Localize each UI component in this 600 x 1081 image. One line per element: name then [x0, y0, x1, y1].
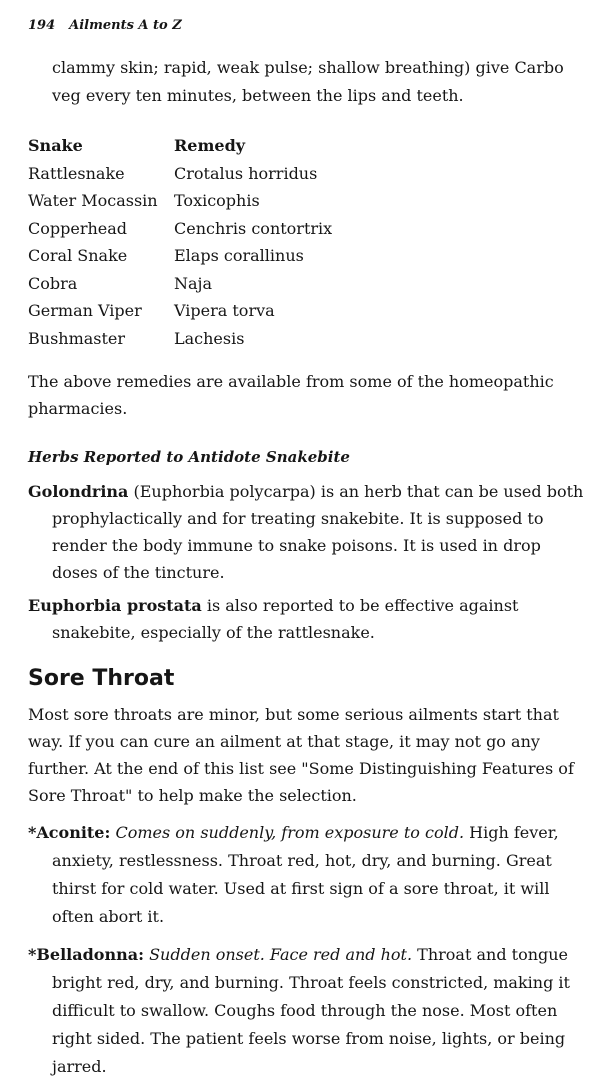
column-header-remedy: Remedy [174, 136, 246, 156]
table-row [28, 187, 332, 215]
remedy-cell: Crotalus horridus [174, 163, 318, 183]
herb-name: Euphorbia prostata [28, 596, 202, 615]
table-row [28, 270, 332, 298]
remedies-note: The above remedies are available from some of the homeopathic pharmacies. [28, 372, 554, 418]
remedy-cell: Elaps corallinus [174, 246, 304, 266]
table-row [28, 242, 332, 270]
herb-entry [28, 478, 588, 586]
herb-entry [28, 592, 588, 646]
remedy-cell: Toxicophis [174, 191, 260, 211]
remedy-entry [28, 819, 588, 931]
snake-cell: German Viper [28, 301, 142, 321]
snake-cell: Bushmaster [28, 328, 126, 348]
remedy-cell: Lachesis [174, 328, 245, 348]
running-head [28, 18, 588, 40]
remedy-cell: Naja [174, 273, 213, 293]
snake-cell: Coral Snake [28, 246, 128, 266]
snake-cell: Rattlesnake [28, 163, 125, 183]
snake-cell: Copperhead [28, 218, 128, 238]
continuation-text: clammy skin; rapid, weak pulse; shallow breathing) give Carbo veg every ten minutes, between the lips and teeth. [52, 58, 564, 105]
running-title: Ailments A to Z [69, 18, 182, 33]
table-row [28, 297, 332, 325]
remedy-text: Throat and tongue bright red, dry, and burning. Throat feels constricted, making it difficult to swallow. Coughs food through the nose. Most often right sided. The patient feels worse from noise, lights, or being jarred. [52, 945, 570, 1076]
remedy-cell: Vipera torva [174, 301, 275, 321]
table-row [28, 215, 332, 243]
section-title: Sore Throat [28, 666, 175, 691]
remedy-keynote: Comes on suddenly, from exposure to cold. [115, 823, 465, 842]
column-header-snake: Snake [28, 136, 83, 156]
herb-name: Golondrina [28, 482, 129, 501]
herb-text: is also reported to be effective against snakebite, especially of the rattlesnake. [52, 596, 519, 642]
remedy-entry [28, 941, 588, 1081]
snake-cell: Cobra [28, 273, 78, 293]
page-number: 194 [28, 18, 56, 33]
snake-remedy-table [28, 132, 332, 352]
remedy-cell: Cenchris contortrix [174, 218, 333, 238]
herbs-heading: Herbs Reported to Antidote Snakebite [28, 448, 350, 466]
remedy-name: *Aconite: [28, 823, 111, 842]
snake-cell: Water Mocassin [28, 191, 158, 211]
remedy-keynote: Sudden onset. Face red and hot. [149, 945, 413, 964]
remedy-text: High fever, anxiety, restlessness. Throat red, hot, dry, and burning. Great thirst for cold water. Used at first sign of a sore throat, it will often abort it. [52, 823, 559, 926]
herb-text: (Euphorbia polycarpa) is an herb that can be used both prophylactically and for treating snakebite. It is supposed to render the body immune to snake poisons. It is used in drop doses of the tincture. [52, 482, 584, 582]
remedy-name: *Belladonna: [28, 945, 144, 964]
section-intro: Most sore throats are minor, but some serious ailments start that way. If you can cure an ailment at that stage, it may not go any further. At the end of this list see "Some Distinguishing Features of Sore Throat" to help make the selection. [28, 705, 574, 805]
table-row [28, 160, 332, 188]
table-row [28, 325, 332, 353]
table-header-row [28, 132, 332, 160]
